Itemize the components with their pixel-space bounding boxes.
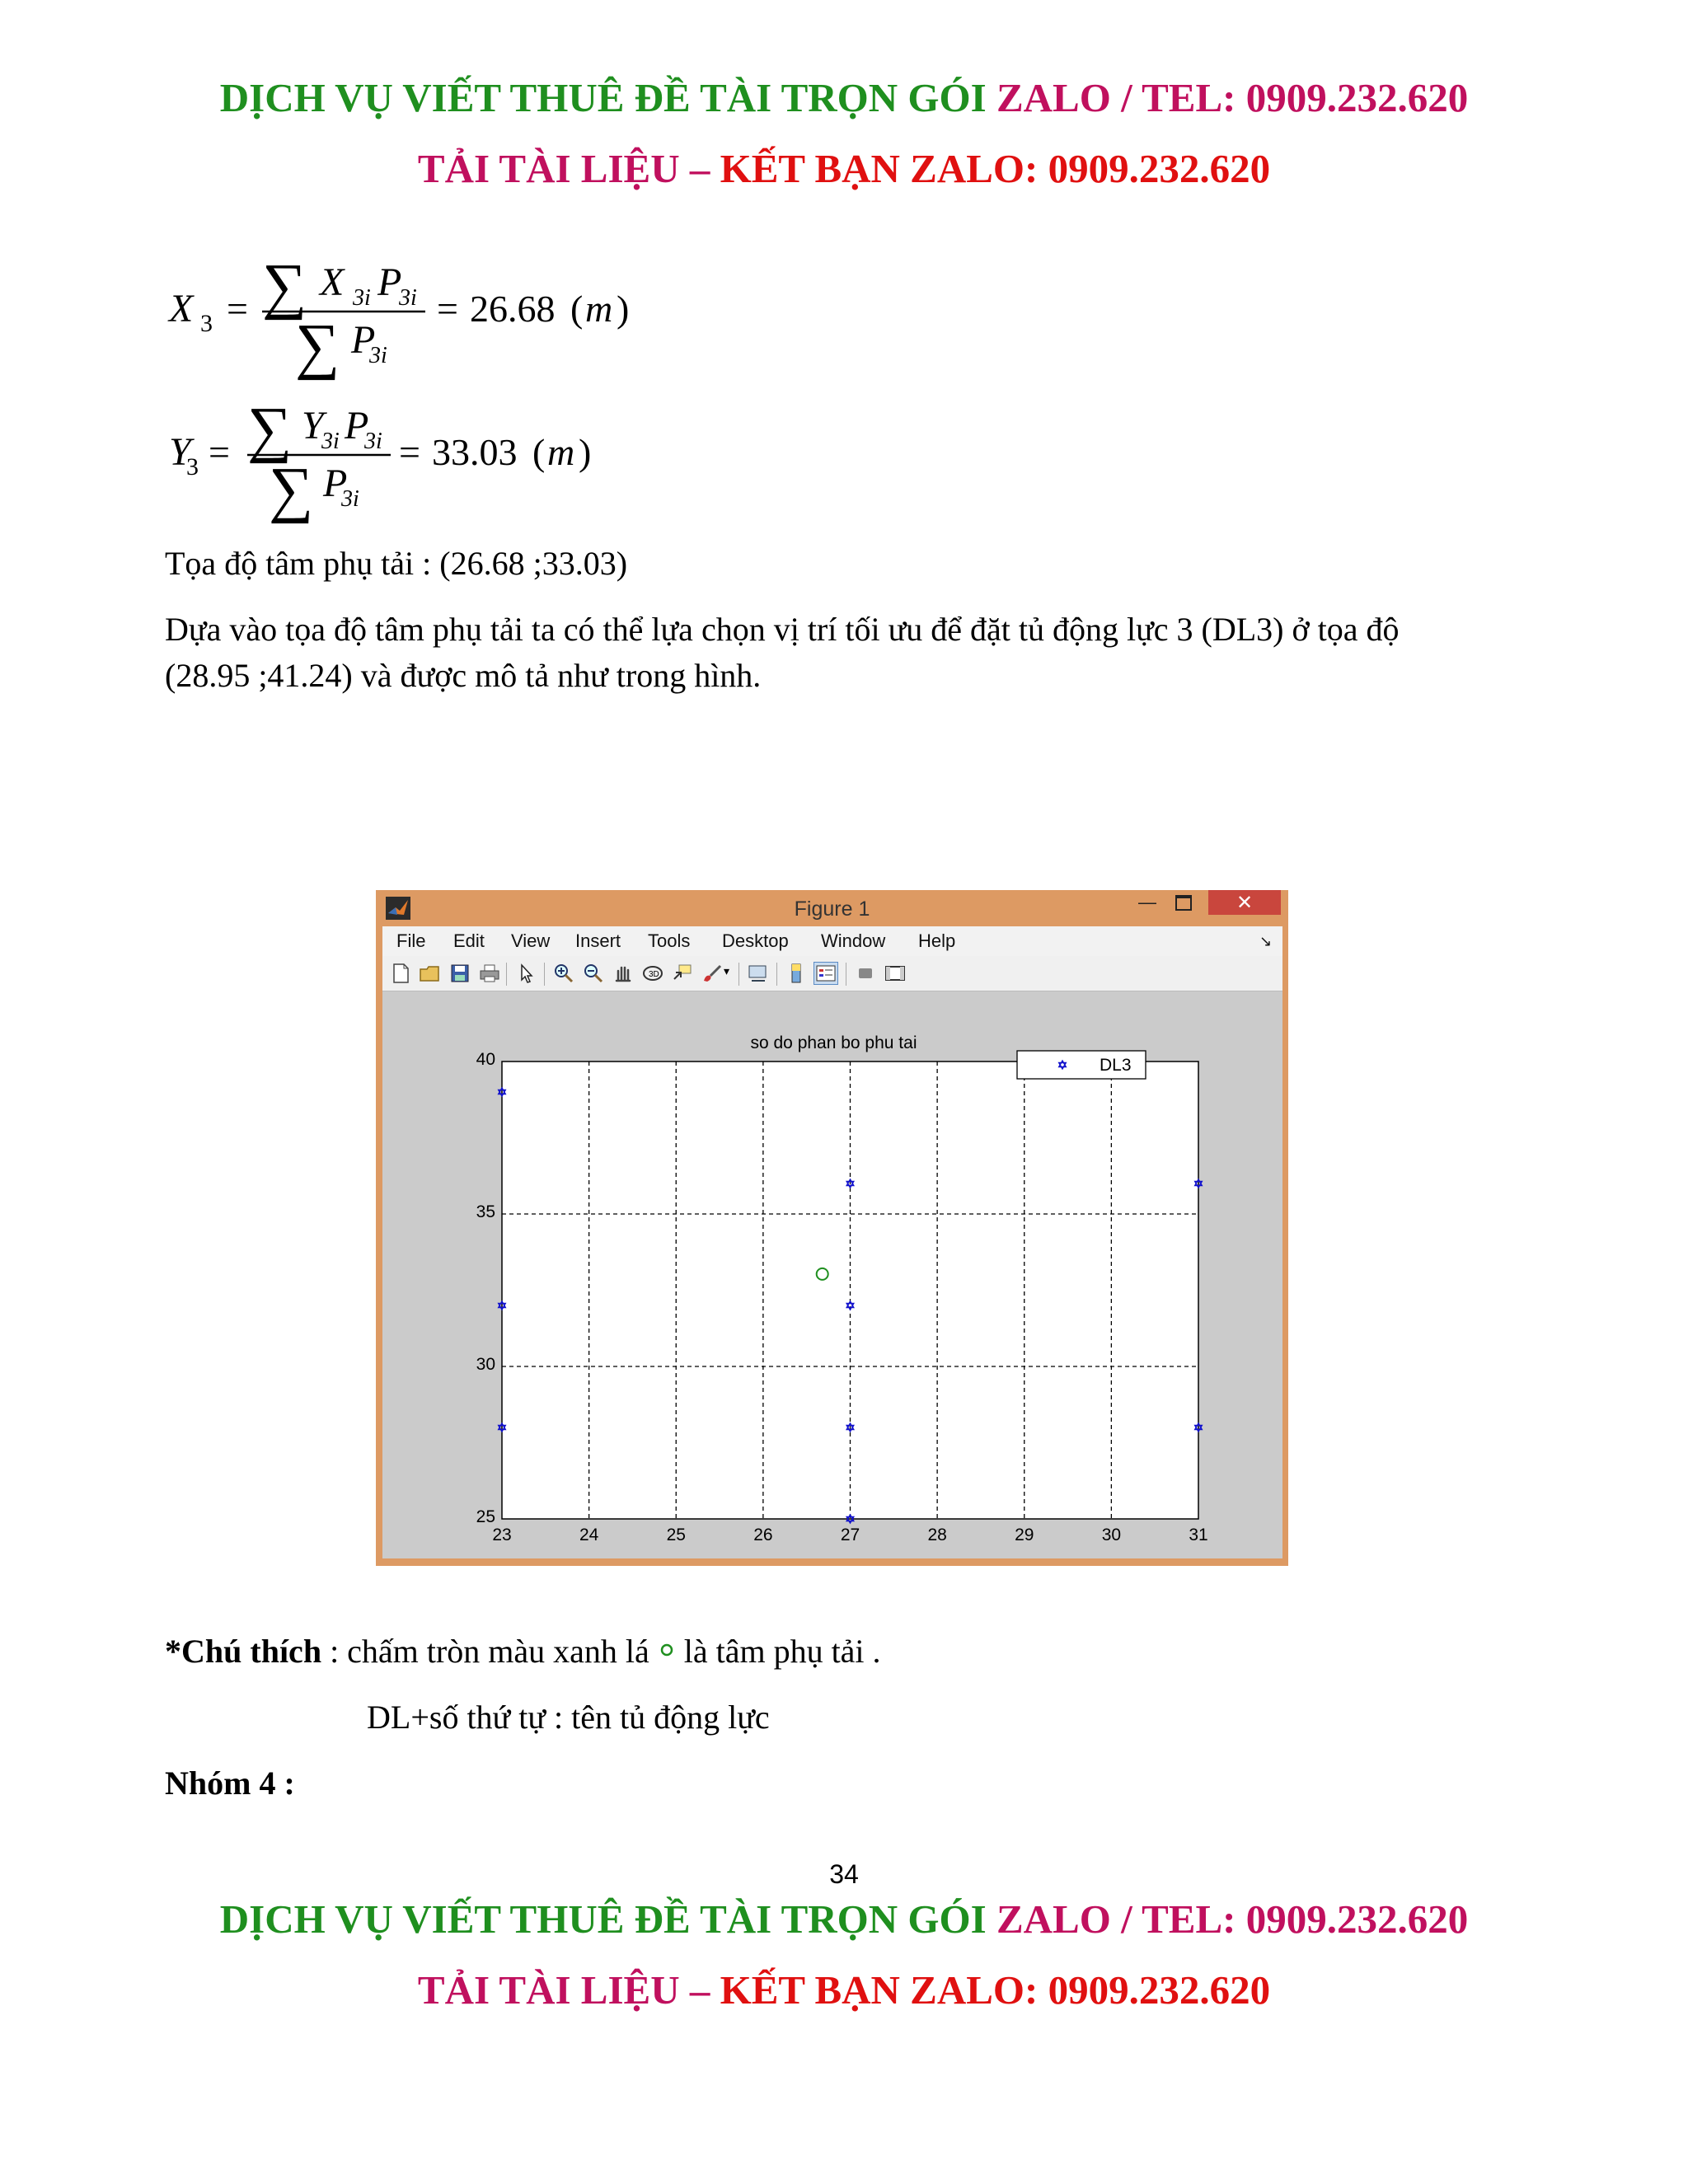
footer-service-text: DỊCH VỤ VIẾT THUÊ ĐỀ TÀI TRỌN GÓI xyxy=(219,1896,996,1942)
zoom-in-icon[interactable] xyxy=(552,963,575,984)
note-text-1: : chấm tròn màu xanh lá xyxy=(321,1633,658,1670)
x3-num-idx1: 3i xyxy=(353,285,371,311)
zoom-out-icon[interactable] xyxy=(582,963,605,984)
x3-lhs-sub: 3 xyxy=(200,310,213,337)
load-center-text: Tọa độ tâm phụ tải : (26.68 ;33.03) xyxy=(165,545,628,582)
x-tick-label: 30 xyxy=(1101,1526,1122,1544)
x-tick-label: 24 xyxy=(579,1526,599,1544)
svg-text:=: = xyxy=(209,431,230,473)
note-text-2: là tâm phụ tải . xyxy=(675,1633,881,1670)
new-figure-icon[interactable] xyxy=(389,963,412,984)
colorbar-icon[interactable] xyxy=(785,963,808,984)
x3-sum-num: ∑ xyxy=(262,251,307,321)
header-zalo-tel: ZALO / TEL: 0909.232.620 xyxy=(996,75,1469,120)
footer-zalo-tel: ZALO / TEL: 0909.232.620 xyxy=(996,1896,1469,1942)
y3-sum-num: ∑ xyxy=(247,395,293,464)
menu-window[interactable]: Window xyxy=(821,930,886,951)
legend-icon[interactable] xyxy=(814,963,837,984)
svg-text:): ) xyxy=(617,288,630,330)
footer-banner-2 xyxy=(0,1966,1688,2013)
y3-result: 33.03 xyxy=(432,431,518,473)
x-tick-label: 26 xyxy=(753,1526,773,1544)
x3-result: 26.68 xyxy=(470,288,556,330)
svg-text:(: ( xyxy=(570,288,584,330)
equation-x3 xyxy=(167,251,629,381)
y3-den-idx: 3i xyxy=(341,486,359,512)
equation-y3 xyxy=(169,395,591,524)
pan-icon[interactable] xyxy=(612,963,635,984)
chart-title: so do phan bo phu tai xyxy=(750,1033,917,1052)
close-button[interactable] xyxy=(1208,890,1281,915)
menu-file[interactable]: File xyxy=(396,930,426,951)
show-plot-tools-icon[interactable] xyxy=(884,963,907,984)
figure-canvas xyxy=(382,991,1282,1558)
maximize-button[interactable] xyxy=(1167,890,1200,915)
y3-num-var1: Y xyxy=(302,404,324,448)
footer-banner-1 xyxy=(0,1896,1688,1943)
header-zalo-friend: KẾT BẠN ZALO: 0909.232.620 xyxy=(720,146,1271,191)
figure-window xyxy=(376,890,1288,1566)
x3-den-idx: 3i xyxy=(369,343,387,368)
x3-num-idx2: 3i xyxy=(399,285,417,311)
toolbar xyxy=(382,956,1282,991)
print-icon[interactable] xyxy=(478,963,501,984)
y3-num-idx1: 3i xyxy=(321,429,340,454)
scatter-plot xyxy=(382,991,1282,1558)
hide-plot-tools-icon[interactable] xyxy=(854,963,877,984)
brush-icon[interactable] xyxy=(701,963,724,984)
menu-tools[interactable]: Tools xyxy=(648,930,691,951)
menu-bar xyxy=(382,926,1282,957)
x3-unit: m xyxy=(585,288,613,330)
x3-num-var2: P xyxy=(377,260,402,304)
x-tick-label: 27 xyxy=(840,1526,860,1544)
green-circle-icon xyxy=(658,1643,676,1661)
rotate-3d-icon[interactable] xyxy=(641,963,664,984)
menu-insert[interactable]: Insert xyxy=(575,930,621,951)
note-line-1 xyxy=(165,1629,881,1675)
svg-text:=: = xyxy=(227,288,248,330)
minimize-icon: — xyxy=(1138,892,1156,912)
menu-help[interactable]: Help xyxy=(918,930,956,951)
link-plot-icon[interactable] xyxy=(747,963,770,984)
data-cursor-icon[interactable] xyxy=(671,963,694,984)
x-tick-label: 28 xyxy=(927,1526,947,1544)
y3-sum-den: ∑ xyxy=(269,455,314,524)
svg-text:(: ( xyxy=(532,431,546,473)
svg-text:=: = xyxy=(437,288,458,330)
pointer-icon[interactable] xyxy=(514,963,537,984)
page-number: 34 xyxy=(829,1859,859,1889)
brush-dropdown-icon[interactable]: ▾ xyxy=(724,964,730,977)
x-tick-label: 23 xyxy=(492,1526,512,1544)
y3-lhs-sub: 3 xyxy=(186,453,199,480)
menu-edit[interactable]: Edit xyxy=(453,930,485,951)
y-tick-label: 25 xyxy=(476,1507,495,1526)
save-icon[interactable] xyxy=(448,963,471,984)
note-line-2: DL+số thứ tự : tên tủ động lực xyxy=(367,1699,770,1736)
y3-num-var2: P xyxy=(345,404,369,448)
close-icon: ✕ xyxy=(1236,891,1254,914)
group-heading: Nhóm 4 : xyxy=(165,1765,295,1802)
window-title: Figure 1 xyxy=(794,898,870,921)
title-bar[interactable] xyxy=(376,890,1288,926)
y-tick-label: 35 xyxy=(476,1202,495,1221)
x-tick-label: 25 xyxy=(666,1526,686,1544)
legend-label: DL3 xyxy=(1100,1056,1132,1075)
x3-num-var1: X xyxy=(320,260,345,304)
header-download-text: TẢI TÀI LIỆU – xyxy=(417,146,720,191)
footer-zalo-friend: KẾT BẠN ZALO: 0909.232.620 xyxy=(720,1967,1271,2013)
x-tick-label: 31 xyxy=(1189,1526,1208,1544)
open-file-icon[interactable] xyxy=(419,963,442,984)
x-tick-label: 29 xyxy=(1015,1526,1034,1544)
y3-den-var: P xyxy=(323,462,348,505)
svg-text:): ) xyxy=(579,431,592,473)
footer-download-text: TẢI TÀI LIỆU – xyxy=(417,1967,720,2013)
menu-view[interactable]: View xyxy=(511,930,551,951)
x3-den-var: P xyxy=(351,318,376,362)
x3-sum-den: ∑ xyxy=(295,312,340,381)
paragraph-line-2: (28.95 ;41.24) và được mô tả như trong hình. xyxy=(165,657,762,694)
y3-unit: m xyxy=(547,431,575,473)
y3-num-idx2: 3i xyxy=(364,429,382,454)
y-tick-label: 30 xyxy=(476,1355,495,1374)
paragraph-line-1: Dựa vào tọa độ tâm phụ tải ta có thể lựa chọn vị trí tối ưu để đặt tủ động lực 3 (DL3) ở tọa độ xyxy=(165,611,1400,648)
x3-lhs: X xyxy=(169,287,194,330)
note-label: *Chú thích xyxy=(165,1633,322,1670)
y-tick-label: 40 xyxy=(476,1050,495,1069)
svg-text:3D: 3D xyxy=(649,970,659,979)
svg-text:=: = xyxy=(399,431,420,473)
maximize-icon xyxy=(1175,895,1192,911)
menu-desktop[interactable]: Desktop xyxy=(722,930,789,951)
y3-lhs: Y xyxy=(169,430,191,474)
dock-arrow-icon[interactable]: ↘ xyxy=(1259,933,1273,949)
header-service-text: DỊCH VỤ VIẾT THUÊ ĐỀ TÀI TRỌN GÓI xyxy=(219,75,996,120)
minimize-button[interactable] xyxy=(1131,890,1164,915)
